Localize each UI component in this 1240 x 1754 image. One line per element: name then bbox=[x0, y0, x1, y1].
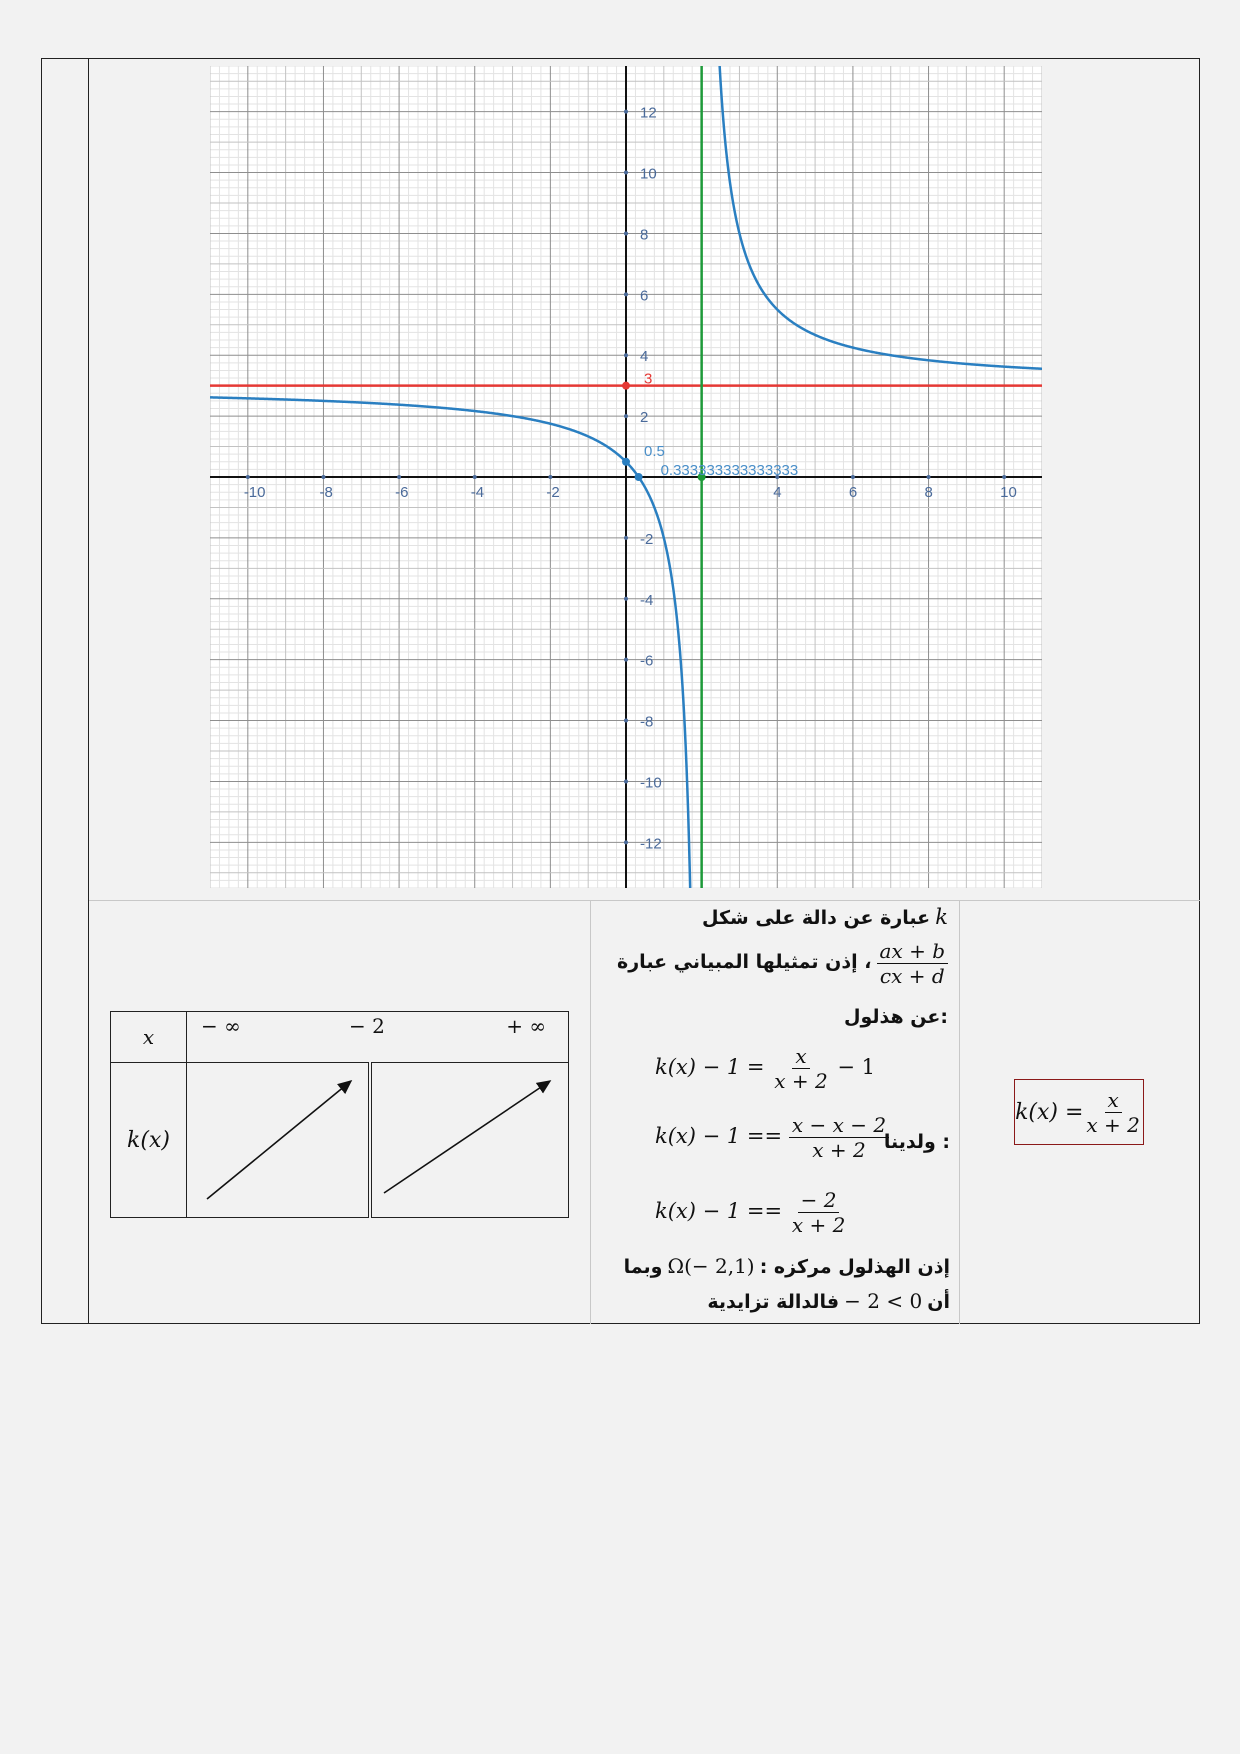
var-x-header-cell bbox=[111, 1012, 187, 1063]
x-minus-infinity: − ∞ bbox=[201, 1014, 241, 1038]
center-omega: Ω(− 2,1) bbox=[667, 1254, 755, 1278]
center-line bbox=[598, 1254, 950, 1278]
y-tick-dot bbox=[624, 171, 628, 175]
x-tick-label: -8 bbox=[319, 484, 333, 501]
x-tick-label: 8 bbox=[924, 484, 933, 501]
function-definition-box bbox=[1014, 1079, 1144, 1145]
frac-denominator: x + 2 bbox=[774, 1069, 828, 1093]
var-x-values bbox=[187, 1012, 569, 1063]
explanation-text: إذن الهذلول مركزه : bbox=[759, 1256, 950, 1278]
x-plus-infinity: + ∞ bbox=[506, 1014, 546, 1038]
y-tick-dot bbox=[624, 110, 628, 114]
x-tick-dot bbox=[397, 475, 401, 479]
eq-lhs: k(x) − 1 == bbox=[655, 1199, 789, 1223]
eq-tail: − 1 bbox=[830, 1055, 876, 1079]
point-marker bbox=[635, 473, 643, 481]
y-tick-dot bbox=[624, 292, 628, 296]
x-tick-label: -2 bbox=[546, 484, 560, 501]
increasing-arrow-right bbox=[372, 1063, 568, 1213]
frac-denominator: x + 2 bbox=[1086, 1112, 1140, 1137]
fn-lhs: k(x) = bbox=[1015, 1099, 1084, 1125]
y-tick-dot bbox=[624, 414, 628, 418]
conclusion-line bbox=[598, 1289, 950, 1313]
var-f-header-cell bbox=[111, 1063, 187, 1218]
var-left-interval bbox=[187, 1063, 371, 1218]
explanation-line-3 bbox=[600, 1006, 948, 1028]
x-tick-dot bbox=[851, 475, 855, 479]
y-tick-label: -8 bbox=[640, 713, 654, 731]
explanation-text: وبما bbox=[623, 1256, 663, 1278]
eq-lhs: k(x) − 1 == bbox=[655, 1124, 789, 1148]
y-tick-label: 4 bbox=[640, 348, 649, 366]
explanation-text: عبارة عن دالة على شكل bbox=[702, 907, 931, 929]
y-tick-label: 8 bbox=[640, 226, 649, 244]
y-tick-dot bbox=[624, 658, 628, 662]
increasing-arrow-left bbox=[187, 1063, 368, 1213]
variation-table bbox=[110, 1011, 569, 1218]
hyperbola-graph bbox=[210, 66, 1042, 888]
margin-column bbox=[41, 58, 89, 1324]
y-tick-label: 10 bbox=[640, 165, 657, 183]
var-right-interval bbox=[370, 1063, 569, 1218]
point-marker bbox=[622, 382, 630, 390]
label-y-intercept: 0.5 bbox=[644, 442, 665, 460]
explanation-text: عن هذلول: bbox=[844, 1006, 948, 1028]
x-tick-label: 6 bbox=[848, 484, 858, 501]
y-tick-label: -2 bbox=[640, 530, 654, 548]
equation-1 bbox=[655, 1044, 875, 1093]
y-tick-label: 6 bbox=[640, 287, 649, 305]
frac-numerator: x bbox=[792, 1044, 809, 1069]
explanation-text: ، إذن تمثيلها المبياني عبارة bbox=[617, 951, 872, 973]
column-divider bbox=[959, 900, 960, 1324]
explanation-text: ولدينا : bbox=[883, 1131, 950, 1153]
x-tick-dot bbox=[246, 475, 250, 479]
frac-numerator: x − x − 2 bbox=[789, 1113, 889, 1138]
frac-numerator: − 2 bbox=[798, 1188, 840, 1213]
x-tick-dot bbox=[1002, 475, 1006, 479]
label-x-intercept: 0.333333333333333 bbox=[660, 462, 799, 479]
y-tick-dot bbox=[624, 597, 628, 601]
y-tick-dot bbox=[624, 231, 628, 235]
x-tick-label: 10 bbox=[1000, 484, 1017, 501]
point-marker bbox=[622, 458, 630, 466]
frac-denominator: x + 2 bbox=[791, 1213, 846, 1237]
frac-numerator: ax + b bbox=[877, 939, 948, 964]
eq-fraction bbox=[771, 1044, 830, 1093]
x-tick-dot bbox=[927, 475, 931, 479]
eq-fraction bbox=[789, 1188, 848, 1237]
y-tick-label: 12 bbox=[640, 104, 657, 122]
y-tick-label: -4 bbox=[640, 591, 654, 609]
frac-denominator: x + 2 bbox=[812, 1138, 866, 1162]
y-tick-dot bbox=[624, 536, 628, 540]
frac-numerator: x bbox=[1105, 1088, 1122, 1113]
y-tick-dot bbox=[624, 719, 628, 723]
y-tick-label: -10 bbox=[640, 774, 662, 792]
eq-lhs: k(x) − 1 = bbox=[655, 1055, 772, 1079]
column-divider bbox=[590, 900, 591, 1324]
x-tick-dot bbox=[548, 475, 552, 479]
label-asymptote-value: 3 bbox=[644, 370, 653, 388]
explanation-line-2 bbox=[600, 939, 948, 988]
x-tick-dot bbox=[321, 475, 325, 479]
equation-3 bbox=[655, 1188, 848, 1237]
x-tick-label: 4 bbox=[773, 484, 782, 501]
equation-2 bbox=[655, 1113, 889, 1162]
row-divider bbox=[89, 900, 1200, 901]
inequality: − 2 < 0 bbox=[844, 1289, 923, 1313]
y-tick-label: -12 bbox=[640, 835, 662, 853]
y-tick-dot bbox=[624, 779, 628, 783]
homographic-form bbox=[877, 939, 948, 988]
y-tick-label: -6 bbox=[640, 652, 654, 670]
explanation-text: أن bbox=[927, 1291, 950, 1313]
wa-ladayna bbox=[870, 1131, 950, 1153]
x-tick-label: -4 bbox=[470, 484, 485, 501]
x-tick-dot bbox=[473, 475, 477, 479]
x-tick-label: -6 bbox=[395, 484, 409, 501]
x-minus-two: − 2 bbox=[349, 1014, 385, 1038]
var-f-label: k(x) bbox=[127, 1127, 170, 1153]
y-tick-dot bbox=[624, 840, 628, 844]
explanation-text: فالدالة تزايدية bbox=[707, 1291, 840, 1313]
var-x-label: x bbox=[142, 1025, 155, 1049]
x-tick-label: -10 bbox=[243, 484, 266, 501]
var-k: k bbox=[935, 905, 948, 929]
y-tick-label: 2 bbox=[640, 409, 649, 427]
fn-fraction bbox=[1083, 1088, 1142, 1137]
explanation-line-1 bbox=[600, 905, 948, 929]
y-tick-dot bbox=[624, 353, 628, 357]
frac-denominator: cx + d bbox=[879, 964, 945, 988]
